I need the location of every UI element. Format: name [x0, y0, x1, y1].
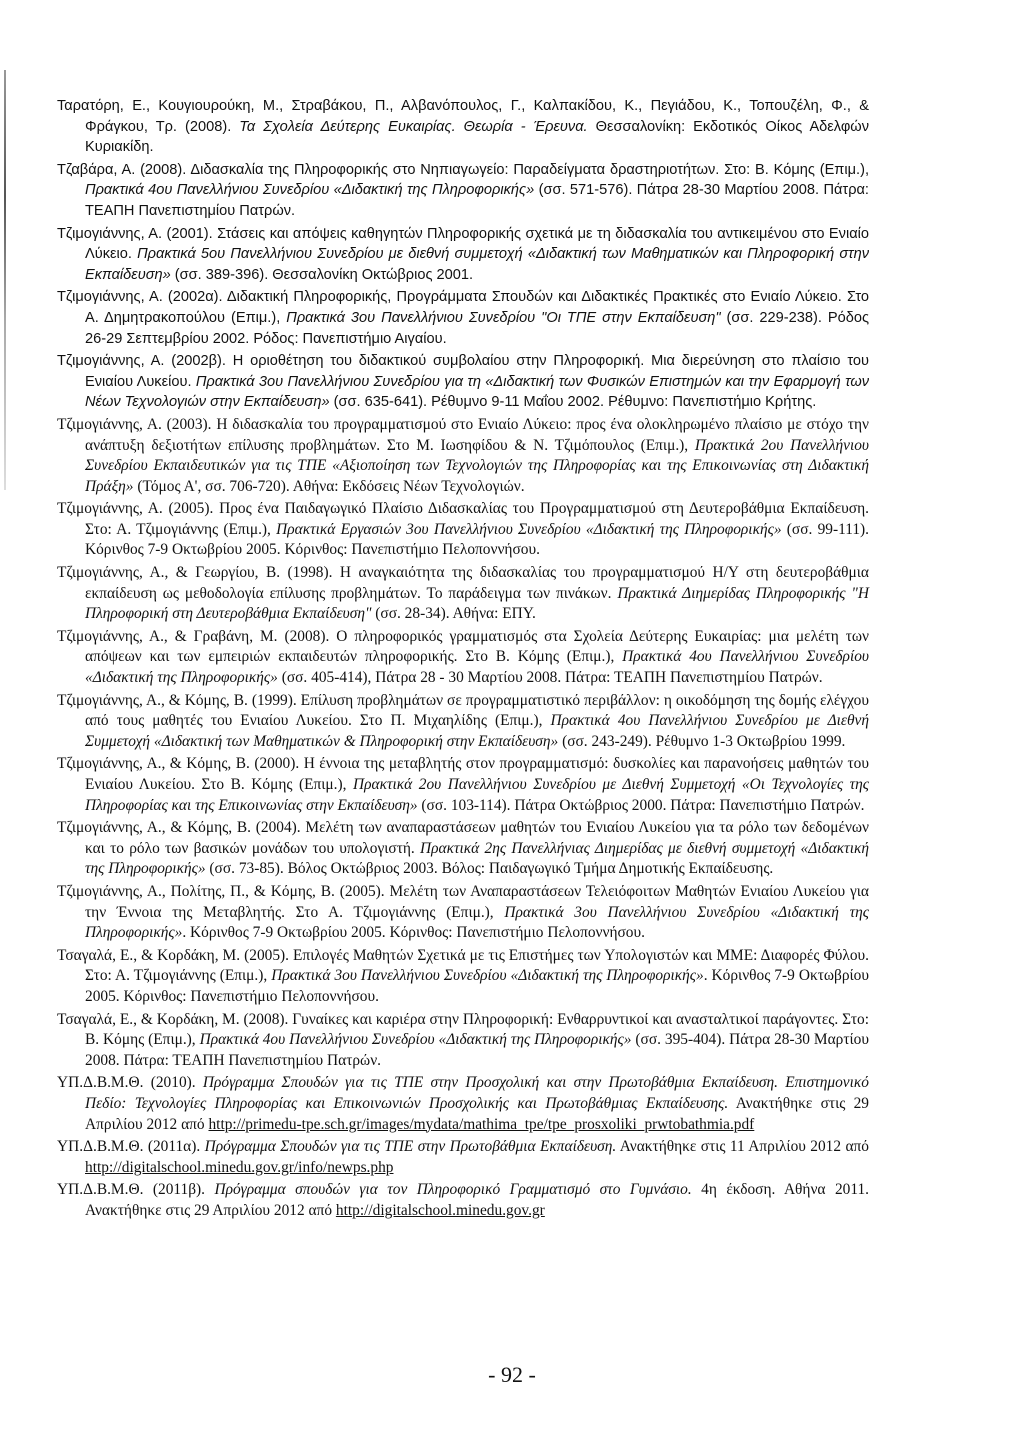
reference-text: Πρακτικά 5ου Πανελλήνιου Συνεδρίου με διεθνή συμμετοχή «Διδακτική των Μαθηματικών και Πληροφορική στην Εκπαίδευση» — [85, 246, 870, 283]
reference-url[interactable]: http://primedu-tpe.sch.gr/images/mydata/mathima_tpe/tpe_prosxoliki_prwtobathmia.pdf — [208, 1115, 755, 1133]
reference-text: (Τόμος Α', σσ. 706-720). Αθήνα: Εκδόσεις Νέων Τεχνολογιών. — [133, 477, 525, 495]
reference-entry — [57, 818, 869, 880]
reference-text: ΥΠ.Δ.Β.Μ.Θ. (2011α). — [57, 1138, 205, 1156]
reference-entry — [57, 1180, 869, 1221]
reference-entry — [57, 563, 869, 625]
reference-text: Πρακτικά 3ου Πανελλήνιου Συνεδρίου «Διδακτική της Πληροφορικής» — [271, 967, 704, 985]
reference-text: (σσ. 103-114). Πάτρα Οκτώβριος 2000. Πάτρα: Πανεπιστήμιο Πατρών. — [417, 796, 865, 814]
reference-entry — [57, 415, 869, 497]
reference-text: Πρακτικά 2ης Πανελλήνιας Διημερίδας με διεθνή συμμετοχή «Διδακτική της Πληροφορικής» — [85, 839, 869, 878]
reference-text: (σσ. 571-576). Πάτρα 28-30 Μαρτίου 2008. Πάτρα: ΤΕΑΠΗ Πανεπιστημίου Πατρών. — [85, 182, 869, 219]
reference-text: Τα Σχολεία Δεύτερης Ευκαιρίας. Θεωρία - Έρευνα. — [239, 118, 588, 135]
reference-text: Τζιμογιάννης, Α. (2002β). Η οριοθέτηση του διδακτικού συμβολαίου στην Πληροφορική. Μια διερεύνηση στο πλαίσιο του Ενιαίου Λυκείου. — [57, 353, 869, 390]
reference-text: (σσ. 395-404). Πάτρα 28-30 Μαρτίου 2008. Πάτρα: ΤΕΑΠΗ Πανεπιστημίου Πατρών. — [85, 1031, 869, 1069]
reference-entry — [57, 224, 869, 286]
reference-text: Πρακτικά 4ου Πανελλήνιου Συνεδρίου «Διδακτική της Πληροφορικής» — [85, 182, 535, 199]
reference-text: Τσαγαλά, Ε., & Κορδάκη, Μ. (2008). Γυναίκες και καριέρα στην Πληροφορική: Ενθαρρυντικοί και ανασταλτικοί παράγοντες. Στο: Β. Κόμης (Επιμ.), — [57, 1010, 869, 1049]
reference-text: Τζιμογιάννης, Α. (2005). Προς ένα Παιδαγωγικό Πλαίσιο Διδασκαλίας του Προγραμματισμού στη Δευτεροβάθμια Εκπαίδευση. Στο: Α. Τζιμογιάννης (Επιμ.), — [57, 500, 869, 538]
reference-text: (σσ. 405-414), Πάτρα 28 - 30 Μαρτίου 2008. Πάτρα: ΤΕΑΠΗ Πανεπιστημίου Πατρών. — [277, 669, 823, 687]
reference-text: Τζιμογιάννης, Α. (2001). Στάσεις και απόψεις καθηγητών Πληροφορικής σχετικά με τη διδασκαλία του αντικειμένου στο Ενιαίο Λύκειο. — [57, 225, 869, 263]
reference-text: (σσ. 73-85). Βόλος Οκτώβριος 2003. Βόλος: Παιδαγωγικό Τμήμα Δημοτικής Εκπαίδευσης. — [205, 860, 774, 878]
reference-entry — [57, 1010, 869, 1072]
reference-text: Τσαγαλά, Ε., & Κορδάκη, Μ. (2005). Επιλογές Μαθητών Σχετικά με τις Επιστήμες των Υπολογιστών και ΜΜΕ: Διαφορές Φύλου. Στο: Α. Τζιμογιάννης (Επιμ.), — [57, 946, 869, 985]
reference-entry — [57, 882, 869, 944]
reference-text: (σσ. 28-34). Αθήνα: ΕΠΥ. — [371, 605, 536, 623]
reference-text: Τζιμογιάννης, Α. (2002α). Διδακτική Πληροφορικής, Προγράμματα Σπουδών και Διδακτικές Πρακτικές στο Ενιαίο Λύκειο. Στο Α. Δημητρακοπούλου (Επιμ.), — [57, 289, 869, 326]
reference-text: Πρακτικά 4ου Πανελλήνιου Συνεδρίου με Διεθνή Συμμετοχή «Διδακτική των Μαθηματικών & Πληροφορική στην Εκπαίδευση» — [85, 712, 869, 750]
reference-text: Θεσσαλονίκη: Εκδοτικός Οίκος Αδελφών Κυριακίδη. — [85, 118, 869, 156]
reference-text: Τζιμογιάννης, Α., & Γραβάνη, Μ. (2008). Ο πληροφορικός γραμματισμός στα Σχολεία Δεύτερης Ευκαιρίας: μια μελέτη των απόψεων και των εμπειριών εκπαιδευτών πληροφορικής. Στο Β. Κόμης (Επιμ.), — [57, 627, 869, 666]
scan-edge-mark — [4, 70, 6, 490]
reference-text: Πρόγραμμα Σπουδών για τις ΤΠΕ στην Πρωτοβάθμια Εκπαίδευση. — [204, 1138, 617, 1156]
reference-text: 4η έκδοση. Αθήνα 2011. Ανακτήθηκε στις 29 Απριλίου 2012 από — [85, 1181, 869, 1219]
reference-text: Τζιμογιάννης, Α., Πολίτης, Π., & Κόμης, Β. (2005). Μελέτη των Αναπαραστάσεων Τελειόφοιτων Μαθητών Ενιαίου Λυκείου για την Έννοια της Μεταβλητής. Στο Α. Τζιμογιάννης (Επιμ.), — [57, 882, 869, 921]
reference-text: Πρακτικά 4ου Πανελλήνιου Συνεδρίου «Διδακτική της Πληροφορικής» — [85, 648, 869, 687]
reference-text: Πρακτικά Διημερίδας Πληροφορικής "Η Πληροφορική στη Δευτεροβάθμια Εκπαίδευση" — [85, 584, 869, 623]
reference-text: ΥΠ.Δ.Β.Μ.Θ. (2010). — [57, 1074, 203, 1092]
reference-text: (σσ. 389-396). Θεσσαλονίκη Οκτώβριος 2001. — [170, 266, 474, 283]
reference-text: ΥΠ.Δ.Β.Μ.Θ. (2011β). — [57, 1181, 215, 1199]
reference-entry — [57, 160, 869, 222]
reference-entry — [57, 691, 869, 753]
reference-entry — [57, 1137, 869, 1178]
reference-text: Τζιμογιάννης, Α., & Κόμης, Β. (2000). Η έννοια της μεταβλητής στον προγραμματισμό: δυσκολίες και παρανοήσεις μαθητών του Ενιαίου Λυκείου. Στο Β. Κόμης (Επιμ.), — [57, 755, 869, 793]
reference-text: Ανακτήθηκε στις 11 Απριλίου 2012 από — [616, 1138, 869, 1156]
reference-url[interactable]: http://digitalschool.minedu.gov.gr/info/newps.php — [85, 1158, 394, 1176]
reference-text: Πρόγραμμα Σπουδών για τις ΤΠΕ στην Προσχολική και στην Πρωτοβάθμια Εκπαίδευση. Επιστημονικό Πεδίο: Τεχνολογίες Πληροφορίας και Επικοινωνιών Προσχολικής και Πρωτοβάθμιας Εκπαίδευσης. — [85, 1074, 870, 1112]
reference-entry — [57, 351, 869, 413]
reference-text: Τζιμογιάννης, Α., & Κόμης, Β. (1999). Επίλυση προβλημάτων σε προγραμματιστικό περιβάλλον: η οικοδόμηση της δομής ελέγχου από τους μαθητές του Ενιαίου Λυκείου. Στο Π. Μιχαηλίδης (Επιμ.), — [57, 691, 869, 730]
page-number: - 92 - — [488, 1362, 536, 1387]
reference-entry — [57, 287, 869, 349]
reference-entry — [57, 754, 869, 816]
reference-text: (σσ. 243-249). Ρέθυμνο 1-3 Οκτωβρίου 1999. — [558, 732, 846, 750]
reference-entry — [57, 627, 869, 689]
reference-text: . Κόρινθος 7-9 Οκτωβρίου 2005. Κόρινθος: Πανεπιστήμιο Πελοποννήσου. — [85, 967, 869, 1005]
reference-text: Πρακτικά 3ου Πανελλήνιου Συνεδρίου για τη «Διδακτική των Φυσικών Επιστημών και την Εφαρμογή των Νέων Τεχνολογιών στην Εκπαίδευση» — [85, 373, 869, 411]
reference-entry — [57, 96, 869, 158]
reference-text: (σσ. 99-111). Κόρινθος 7-9 Οκτωβρίου 2005. Κόρινθος: Πανεπιστήμιο Πελοποννήσου. — [85, 520, 870, 559]
reference-entry — [57, 499, 869, 561]
reference-text: Τζιμογιάννης, Α. (2003). Η διδασκαλία του προγραμματισμού στο Ενιαίο Λύκειο: προς ένα ολοκληρωμένο πλαίσιο με στόχο την ανάπτυξη δεξιοτήτων επίλυσης προβλημάτων. Στο Μ. Ιωσηφίδου & Ν. Τζιμόπουλος (Επιμ.), — [57, 415, 869, 454]
reference-text: Τζιμογιάννης, Α., & Γεωργίου, Β. (1998). Η αναγκαιότητα της διδασκαλίας του προγραμματισμού Η/Υ στη δευτεροβάθμια εκπαίδευση ως μεθοδολογία επίλυσης προβλημάτων. Το παράδειγμα των πινάκων. — [57, 564, 869, 602]
reference-text: Πρακτικά 3ου Πανελλήνιου Συνεδρίου "Οι ΤΠΕ στην Εκπαίδευση" — [286, 309, 721, 326]
reference-text: Πρακτικά 2ου Πανελλήνιου Συνεδρίου με Διεθνή Συμμετοχή «Οι Τεχνολογίες της Πληροφορίας και της Επικοινωνίας στην Εκπαίδευση» — [85, 776, 869, 814]
reference-text: Τζαβάρα, Α. (2008). Διδασκαλία της Πληροφορικής στο Νηπιαγωγείο: Παραδείγματα δραστηριοτήτων. Στο: Β. Κόμης (Επιμ.), — [57, 161, 869, 178]
reference-url[interactable]: http://digitalschool.minedu.gov.gr — [335, 1201, 545, 1219]
reference-text: Πρακτικά Εργασιών 3ου Πανελλήνιου Συνεδρίου «Διδακτική της Πληροφορικής» — [276, 520, 782, 538]
reference-text: Πρακτικά 2ου Πανελλήνιου Συνεδρίου Εκπαιδευτικών για τις ΤΠΕ «Αξιοποίηση των Τεχνολογιών της Πληροφορίας και της Επικοινωνίας στη Διδακτική Πράξη» — [85, 436, 869, 495]
reference-text: Ταρατόρη, Ε., Κουγιουρούκη, Μ., Στραβάκου, Π., Αλβανόπουλος, Γ., Καλπακίδου, Κ., Πεγιάδου, Κ., Τοπουζέλη, Φ., & Φράγκου, Τρ. (2008). — [57, 98, 869, 135]
reference-text: (σσ. 635-641). Ρέθυμνο 9-11 Μαΐου 2002. Ρέθυμνο: Πανεπιστήμιο Κρήτης. — [329, 394, 817, 411]
reference-text: (σσ. 229-238). Ρόδος 26-29 Σεπτεμβρίου 2002. Ρόδος: Πανεπιστήμιο Αιγαίου. — [85, 309, 870, 347]
reference-text: Πρόγραμμα σπουδών για τον Πληροφορικό Γραμματισμό στο Γυμνάσιο. — [214, 1181, 692, 1199]
reference-text: Τζιμογιάννης, Α., & Κόμης, Β. (2004). Μελέτη των αναπαραστάσεων μαθητών του Ενιαίου Λυκείου για τα ρόλο των δεδομένων και το ρόλο των βασικών μονάδων του υπολογιστή. — [57, 819, 869, 857]
reference-entry — [57, 1073, 869, 1135]
reference-text: Πρακτικά 4ου Πανελλήνιου Συνεδρίου «Διδακτική της Πληροφορικής» — [199, 1031, 632, 1049]
reference-text: Πρακτικά 3ου Πανελλήνιου Συνεδρίου «Διδακτική της Πληροφορικής» — [85, 903, 870, 942]
reference-text: Ανακτήθηκε στις 29 Απριλίου 2012 από — [85, 1094, 869, 1133]
reference-text: . Κόρινθος 7-9 Οκτωβρίου 2005. Κόρινθος: Πανεπιστήμιο Πελοποννήσου. — [182, 924, 645, 942]
reference-entry — [57, 946, 869, 1008]
reference-list — [57, 96, 869, 1223]
